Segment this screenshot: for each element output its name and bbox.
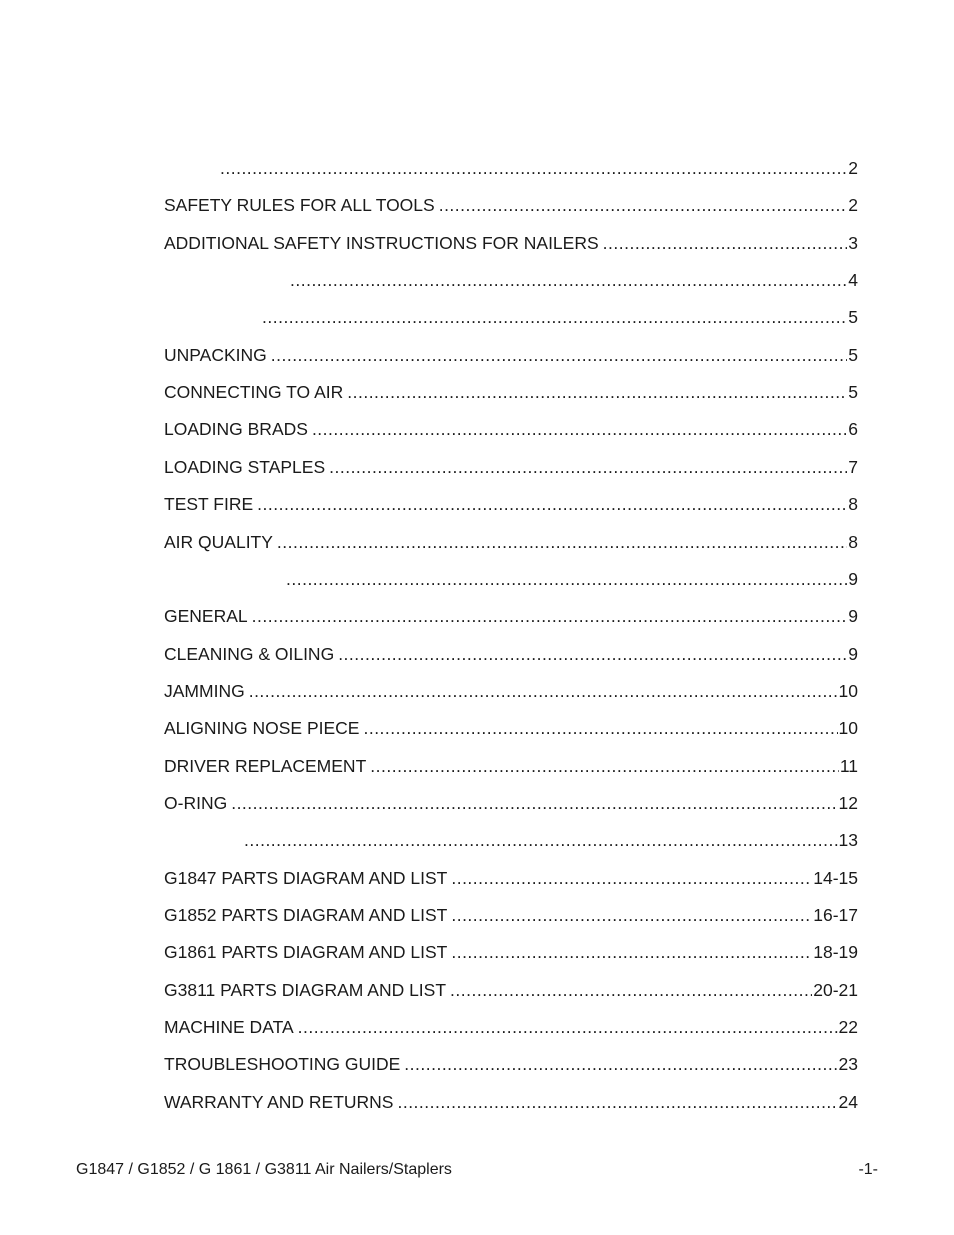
toc-entry [164, 791, 858, 815]
toc-entry-page: 13 [838, 830, 858, 850]
toc-leader-dots [286, 567, 847, 591]
toc-entry-page: 6 [848, 419, 858, 439]
toc-entry-title: G1861 PARTS DIAGRAM AND LIST [164, 942, 448, 962]
toc-entry [164, 417, 858, 441]
toc-leader-dots [363, 716, 837, 740]
footer-page-number: -1- [858, 1161, 878, 1178]
toc-entry [290, 268, 858, 292]
toc-entry-page: 10 [838, 718, 858, 738]
toc-entry-page: 16-17 [813, 905, 858, 925]
toc-entry-page: 9 [848, 606, 858, 626]
toc-leader-dots [347, 380, 847, 404]
toc-entry-title: ADDITIONAL SAFETY INSTRUCTIONS FOR NAILERS [164, 233, 599, 253]
toc-entry [164, 343, 858, 367]
toc-entry-page: 12 [838, 793, 858, 813]
toc-leader-dots [244, 828, 838, 852]
toc-leader-dots [451, 903, 812, 927]
toc-leader-dots [312, 417, 847, 441]
toc-entry-title: O-RING [164, 793, 228, 813]
toc-entry [164, 642, 858, 666]
toc-entry [164, 492, 858, 516]
toc-entry [164, 380, 858, 404]
toc-entry-page: 3 [848, 233, 858, 253]
toc-entry-page: 10 [838, 681, 858, 701]
toc-leader-dots [262, 305, 847, 329]
toc-leader-dots [451, 866, 812, 890]
toc-entry-title: DRIVER REPLACEMENT [164, 756, 367, 776]
toc-entry [164, 679, 858, 703]
toc-entry-page: 7 [848, 457, 858, 477]
toc-entry-title: G1852 PARTS DIAGRAM AND LIST [164, 905, 448, 925]
toc-entry [164, 1052, 858, 1076]
toc-entry-page: 20-21 [813, 980, 858, 1000]
toc-entry-title: G1847 PARTS DIAGRAM AND LIST [164, 868, 448, 888]
toc-entry-title: WARRANTY AND RETURNS [164, 1092, 394, 1112]
toc-entry-page: 23 [838, 1054, 858, 1074]
toc-leader-dots [277, 530, 847, 554]
toc-leader-dots [603, 231, 848, 255]
toc-entry [262, 305, 858, 329]
toc-entry-page: 24 [838, 1092, 858, 1112]
toc-leader-dots [290, 268, 847, 292]
toc-entry-title: CLEANING & OILING [164, 644, 335, 664]
toc-entry [164, 455, 858, 479]
toc-entry-title: GENERAL [164, 606, 248, 626]
toc-entry [164, 530, 858, 554]
toc-leader-dots [271, 343, 848, 367]
toc-entry-title: AIR QUALITY [164, 532, 273, 552]
toc-entry [164, 193, 858, 217]
toc-entry-page: 8 [848, 494, 858, 514]
toc-entry-page: 5 [848, 307, 858, 327]
toc-entry-title: UNPACKING [164, 345, 267, 365]
toc-leader-dots [397, 1090, 837, 1114]
footer-title: G1847 / G1852 / G 1861 / G3811 Air Nailers/Staplers [76, 1161, 452, 1178]
toc-leader-dots [257, 492, 847, 516]
toc-entry-title: LOADING STAPLES [164, 457, 326, 477]
toc-leader-dots [329, 455, 847, 479]
toc-entry-page: 2 [848, 158, 858, 178]
toc-entry-title: G3811 PARTS DIAGRAM AND LIST [164, 980, 447, 1000]
toc-entry-page: 14-15 [813, 868, 858, 888]
toc-entry-title: LOADING BRADS [164, 419, 308, 439]
toc-entry [286, 567, 858, 591]
toc-entry-page: 4 [848, 270, 858, 290]
toc-entry [164, 716, 858, 740]
toc-entry [164, 754, 858, 778]
toc-entry [164, 940, 858, 964]
toc-entry-title: TEST FIRE [164, 494, 254, 514]
toc-entry [220, 156, 858, 180]
toc-leader-dots [231, 791, 837, 815]
toc-entry-title: SAFETY RULES FOR ALL TOOLS [164, 195, 435, 215]
toc-leader-dots [249, 679, 838, 703]
toc-entry-title: JAMMING [164, 681, 245, 701]
toc-leader-dots [220, 156, 847, 180]
toc-entry-title: CONNECTING TO AIR [164, 382, 344, 402]
toc-entry-page: 9 [848, 569, 858, 589]
toc-entry-page: 22 [838, 1017, 858, 1037]
toc-entry-page: 18-19 [813, 942, 858, 962]
toc-entry [164, 866, 858, 890]
toc-entry-title: ALIGNING NOSE PIECE [164, 718, 360, 738]
toc-leader-dots [439, 193, 848, 217]
toc-entry [164, 1015, 858, 1039]
toc-entry-page: 9 [848, 644, 858, 664]
toc-entry [164, 978, 858, 1002]
toc-leader-dots [450, 978, 812, 1002]
toc-entry-page: 8 [848, 532, 858, 552]
toc-leader-dots [252, 604, 848, 628]
toc-entry [164, 604, 858, 628]
toc-leader-dots [451, 940, 812, 964]
toc-entry-page: 2 [848, 195, 858, 215]
toc-entry [244, 828, 858, 852]
toc-leader-dots [338, 642, 847, 666]
toc-entry [164, 231, 858, 255]
toc-leader-dots [370, 754, 839, 778]
toc-entry [164, 903, 858, 927]
toc-leader-dots [404, 1052, 837, 1076]
toc-entry-page: 11 [839, 756, 858, 776]
toc-entry-page: 5 [848, 345, 858, 365]
toc-leader-dots [298, 1015, 838, 1039]
toc-entry-title: TROUBLESHOOTING GUIDE [164, 1054, 401, 1074]
toc-entry [164, 1090, 858, 1114]
toc-entry-title: MACHINE DATA [164, 1017, 294, 1037]
toc-entry-page: 5 [848, 382, 858, 402]
